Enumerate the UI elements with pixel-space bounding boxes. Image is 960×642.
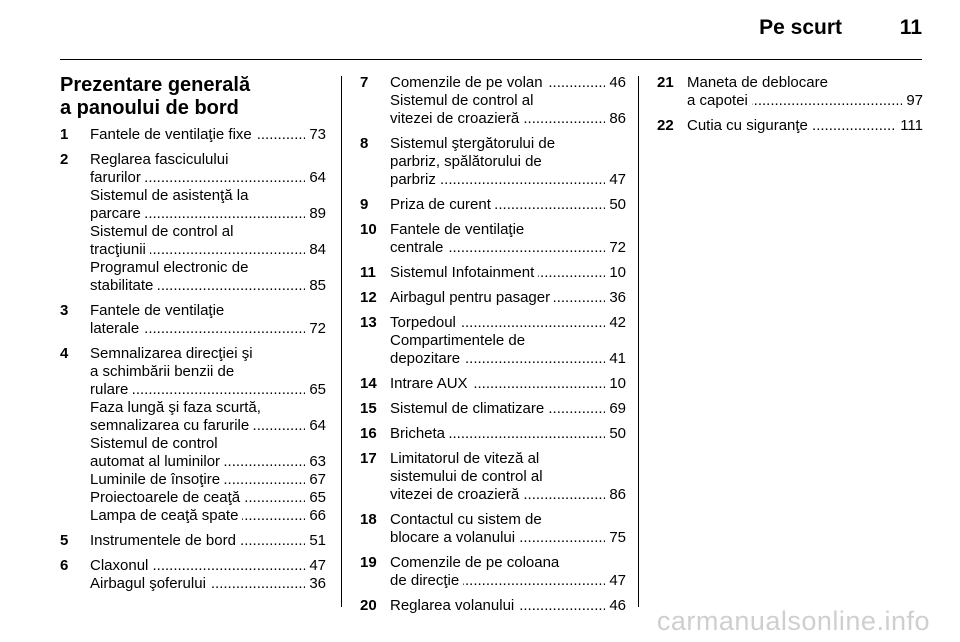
entry-line-with-page (390, 425, 626, 443)
entry-line-with-page (390, 196, 626, 214)
page-reference: 47 (305, 557, 326, 575)
entry-text: centrale (390, 239, 447, 256)
index-entry (360, 554, 626, 590)
entry-line-with-page (90, 169, 326, 187)
entry-text: parbriz, spălătorului de (390, 153, 542, 170)
page-reference: 111 (896, 117, 923, 135)
entry-text: stabilitate (90, 277, 157, 294)
page-reference: 85 (305, 277, 326, 295)
page-reference: 42 (605, 314, 626, 332)
entry-text: Sistemul de asistenţă la (90, 187, 249, 204)
entry-line-with-page (90, 489, 326, 507)
entry-list (657, 74, 923, 135)
entry-text: Reglarea volanului (390, 597, 518, 614)
entry-line (90, 302, 326, 320)
entry-text: Comenzile de pe coloana (390, 554, 560, 571)
entry-text: a schimbării benzii de (90, 363, 235, 380)
entry-list (360, 74, 626, 615)
entry-text: de direcţie (390, 572, 463, 589)
entry-number: 2 (60, 151, 69, 168)
index-entry (360, 375, 626, 393)
page-reference: 84 (305, 241, 326, 259)
entry-line (390, 135, 626, 153)
entry-line-with-page (90, 320, 326, 338)
entry-number: 21 (657, 74, 674, 91)
entry-line-with-page (390, 264, 626, 282)
page-reference: 72 (305, 320, 326, 338)
page-reference: 47 (605, 171, 626, 189)
entry-line-with-page (90, 575, 326, 593)
page-reference: 64 (305, 169, 326, 187)
entry-text: Compartimentele de (390, 332, 526, 349)
entry-text: Sistemul Infotainment (390, 264, 538, 281)
page-reference: 47 (605, 572, 626, 590)
page-reference: 51 (305, 532, 326, 550)
index-entry (60, 345, 326, 525)
entry-text: Sistemul ştergătorului de (390, 135, 556, 152)
index-entry (60, 151, 326, 295)
entry-line-with-page (390, 350, 626, 368)
page-reference: 69 (605, 400, 626, 418)
entry-line (390, 92, 626, 110)
entry-line-with-page (390, 400, 626, 418)
entry-line-with-page (90, 471, 326, 489)
page-reference: 97 (902, 92, 923, 110)
entry-line-with-page (390, 375, 626, 393)
entry-number: 14 (360, 375, 377, 392)
page-reference: 36 (605, 289, 626, 307)
entry-number: 6 (60, 557, 69, 574)
entry-line (390, 511, 626, 529)
page-reference: 36 (305, 575, 326, 593)
entry-number: 12 (360, 289, 377, 306)
index-entry (360, 196, 626, 214)
entry-number: 5 (60, 532, 69, 549)
entry-text: semnalizarea cu farurile (90, 417, 253, 434)
page-reference: 50 (605, 425, 626, 443)
entry-line-with-page (390, 171, 626, 189)
index-entry (360, 264, 626, 282)
entry-text: Bricheta (390, 425, 449, 442)
entry-text: blocare a volanului (390, 529, 519, 546)
entry-number: 9 (360, 196, 369, 213)
entry-line (90, 223, 326, 241)
entry-text: Contactul cu sistem de (390, 511, 542, 528)
entry-line-with-page (90, 557, 326, 575)
entry-line-with-page (390, 314, 626, 332)
column-2 (360, 74, 626, 622)
entry-number: 10 (360, 221, 377, 238)
entry-number: 8 (360, 135, 369, 152)
header-rule (60, 59, 922, 60)
entry-number: 22 (657, 117, 674, 134)
entry-line-with-page (390, 597, 626, 615)
index-entry (360, 425, 626, 443)
entry-text: Lampa de ceaţă spate (90, 507, 242, 524)
page-reference: 66 (305, 507, 326, 525)
entry-text: farurilor (90, 169, 145, 186)
section-title (60, 74, 326, 120)
page-header-title: Pe scurt (759, 16, 842, 39)
page-reference: 89 (305, 205, 326, 223)
entry-line-with-page (390, 572, 626, 590)
page-reference: 41 (605, 350, 626, 368)
entry-text: Proiectoarele de ceaţă (90, 489, 244, 506)
entry-text: tracţiunii (90, 241, 150, 258)
entry-line-with-page (390, 74, 626, 92)
entry-line (90, 363, 326, 381)
entry-line (390, 554, 626, 572)
index-entry (60, 126, 326, 144)
entry-text: Airbagul şoferului (90, 575, 210, 592)
entry-line (390, 332, 626, 350)
entry-line-with-page (90, 532, 326, 550)
entry-line-with-page (90, 507, 326, 525)
entry-number: 17 (360, 450, 377, 467)
entry-text: Claxonul (90, 557, 152, 574)
entry-line-with-page (687, 92, 923, 110)
index-entry (360, 597, 626, 615)
entry-line (90, 399, 326, 417)
index-entry (360, 74, 626, 128)
entry-text: Sistemul de control al (390, 92, 534, 109)
entry-text: Cutia cu siguranţe (687, 117, 812, 134)
index-entry (60, 557, 326, 593)
entry-text: Fantele de ventilaţie fixe (90, 126, 256, 143)
page-reference: 86 (605, 486, 626, 504)
entry-line (90, 259, 326, 277)
entry-text: Semnalizarea direcţiei şi (90, 345, 253, 362)
entry-number: 7 (360, 74, 369, 91)
page-reference: 67 (305, 471, 326, 489)
section-title-line-2: a panoului de bord (60, 97, 239, 119)
entry-line-with-page (90, 381, 326, 399)
entry-text: Instrumentele de bord (90, 532, 240, 549)
entry-text: parcare (90, 205, 145, 222)
entry-line-with-page (390, 529, 626, 547)
entry-line (390, 221, 626, 239)
entry-number: 13 (360, 314, 377, 331)
entry-line-with-page (90, 126, 326, 144)
entry-line-with-page (90, 417, 326, 435)
page-reference: 72 (605, 239, 626, 257)
entry-text: a capotei (687, 92, 752, 109)
page-reference: 73 (305, 126, 326, 144)
index-entry (60, 532, 326, 550)
entry-number: 11 (360, 264, 376, 281)
entry-line (90, 435, 326, 453)
page-reference: 75 (605, 529, 626, 547)
entry-text: Torpedoul (390, 314, 460, 331)
section-title-line-1: Prezentare generală (60, 74, 251, 96)
entry-number: 3 (60, 302, 69, 319)
index-entry (60, 302, 326, 338)
column-1 (60, 74, 326, 600)
entry-line (390, 468, 626, 486)
entry-number: 16 (360, 425, 377, 442)
page-reference: 10 (605, 264, 626, 282)
entry-line (687, 74, 923, 92)
entry-text: Sistemul de climatizare (390, 400, 548, 417)
index-entry (360, 450, 626, 504)
page-reference: 65 (305, 489, 326, 507)
entry-number: 20 (360, 597, 377, 614)
entry-text: laterale (90, 320, 143, 337)
entry-line (90, 151, 326, 169)
entry-text: automat al luminilor (90, 453, 224, 470)
column-3 (657, 74, 923, 142)
page-reference: 86 (605, 110, 626, 128)
entry-line-with-page (390, 289, 626, 307)
entry-text: Sistemul de control (90, 435, 218, 452)
entry-list (60, 126, 326, 593)
entry-number: 15 (360, 400, 377, 417)
index-entry (360, 511, 626, 547)
page-reference: 46 (605, 597, 626, 615)
index-entry (657, 74, 923, 110)
entry-text: Fantele de ventilaţie (390, 221, 525, 238)
entry-text: parbriz (390, 171, 440, 188)
index-entry (360, 221, 626, 257)
entry-text: Intrare AUX (390, 375, 472, 392)
entry-line-with-page (687, 117, 923, 135)
page-reference: 63 (305, 453, 326, 471)
entry-text: vitezei de croazieră (390, 486, 523, 503)
entry-number: 19 (360, 554, 377, 571)
page-number: 11 (899, 16, 922, 39)
entry-line (390, 153, 626, 171)
entry-text: rulare (90, 381, 132, 398)
entry-line-with-page (390, 239, 626, 257)
index-entry (360, 135, 626, 189)
entry-line (90, 345, 326, 363)
entry-text: Sistemul de control al (90, 223, 234, 240)
entry-text: Fantele de ventilaţie (90, 302, 225, 319)
page-reference: 64 (305, 417, 326, 435)
page-reference: 10 (605, 375, 626, 393)
entry-text: Priza de curent (390, 196, 495, 213)
page-reference: 50 (605, 196, 626, 214)
entry-text: Airbagul pentru pasager (390, 289, 554, 306)
entry-text: depozitare (390, 350, 464, 367)
entry-text: Reglarea fasciculului (90, 151, 229, 168)
entry-line (390, 450, 626, 468)
entry-line (90, 187, 326, 205)
column-rule-1 (341, 76, 342, 607)
page-reference: 46 (605, 74, 626, 92)
entry-line-with-page (390, 486, 626, 504)
entry-number: 18 (360, 511, 377, 528)
entry-text: Faza lungă şi faza scurtă, (90, 399, 261, 416)
entry-line-with-page (90, 453, 326, 471)
entry-line-with-page (390, 110, 626, 128)
entry-text: Comenzile de pe volan (390, 74, 547, 91)
index-entry (657, 117, 923, 135)
entry-text: sistemului de control al (390, 468, 543, 485)
entry-line-with-page (90, 205, 326, 223)
entry-number: 1 (60, 126, 69, 143)
entry-text: vitezei de croazieră (390, 110, 523, 127)
index-entry (360, 314, 626, 368)
page-reference: 65 (305, 381, 326, 399)
column-rule-2 (638, 76, 639, 607)
entry-line-with-page (90, 277, 326, 295)
entry-text: Limitatorul de viteză al (390, 450, 540, 467)
entry-number: 4 (60, 345, 69, 362)
index-entry (360, 289, 626, 307)
index-entry (360, 400, 626, 418)
entry-line-with-page (90, 241, 326, 259)
watermark: carmanualsonline.info (656, 606, 930, 636)
entry-text: Programul electronic de (90, 259, 249, 276)
entry-text: Maneta de deblocare (687, 74, 828, 91)
entry-text: Luminile de însoţire (90, 471, 224, 488)
